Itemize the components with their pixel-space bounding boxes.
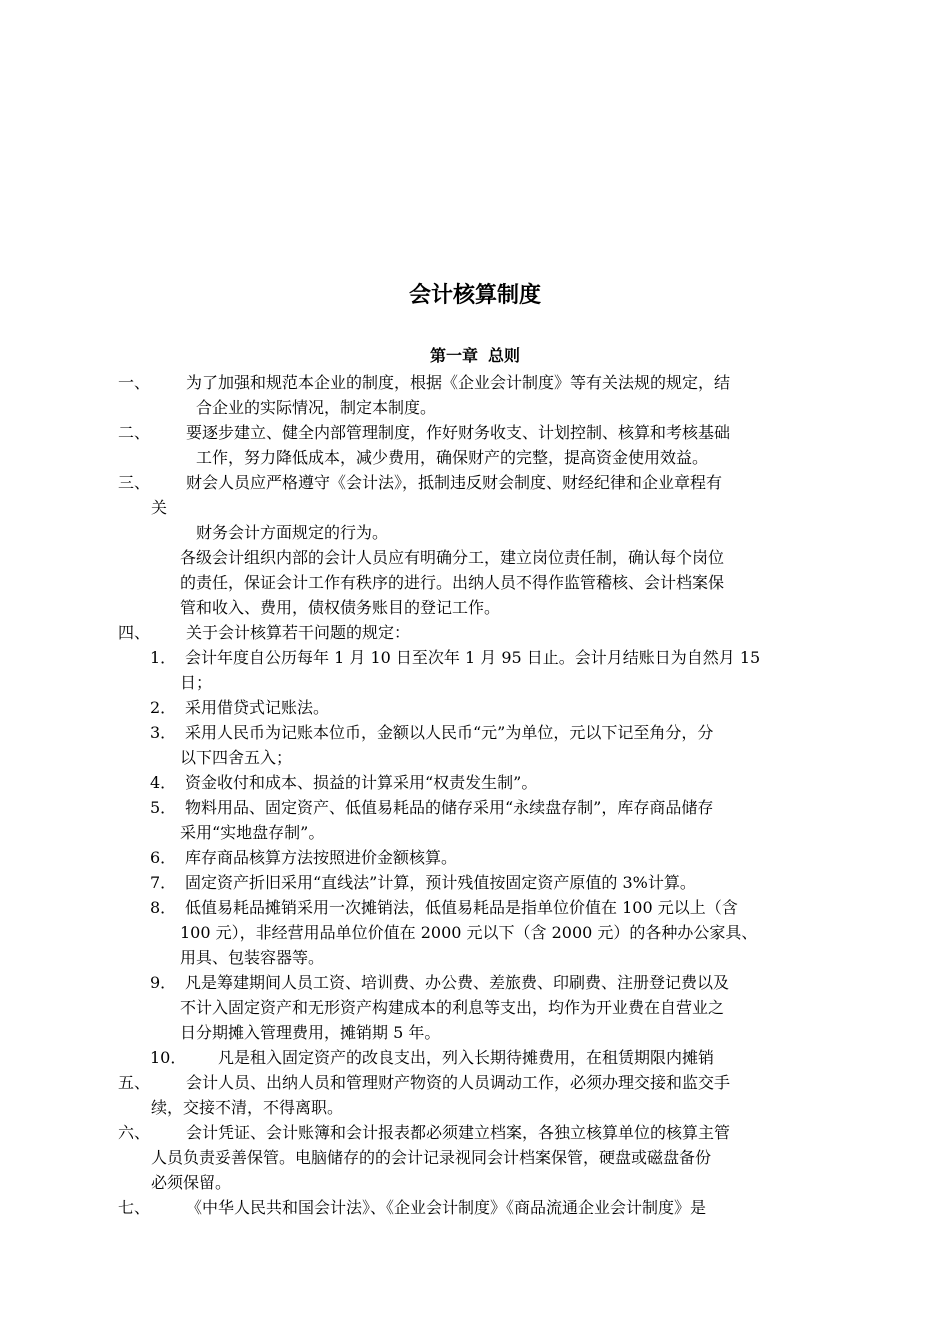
item-line: 低值易耗品摊销采用一次摊销法，低值易耗品是指单位价值在 100 元以上（含 <box>185 898 738 917</box>
paragraph-line: 财务会计方面规定的行为。 <box>196 523 389 542</box>
item-line: 采用借贷式记账法。 <box>185 698 330 717</box>
item-line: 日； <box>180 673 213 692</box>
section-marker: 四、 <box>118 623 151 642</box>
paragraph-line: 各级会计组织内部的会计人员应有明确分工，建立岗位责任制，确认每个岗位 <box>180 548 725 567</box>
paragraph-line: 为了加强和规范本企业的制度，根据《企业会计制度》等有关法规的规定，结 <box>186 373 731 392</box>
paragraph-line: 合企业的实际情况，制定本制度。 <box>196 398 437 417</box>
paragraph-line: 续，交接不清，不得离职。 <box>151 1098 344 1117</box>
paragraph-line: 关 <box>151 498 168 517</box>
item-marker: 4． <box>150 773 177 792</box>
section-marker: 一、 <box>118 373 151 392</box>
section-marker: 五、 <box>118 1073 151 1092</box>
paragraph-line: 的责任，保证会计工作有秩序的进行。出纳人员不得作监管稽核、会计档案保 <box>180 573 725 592</box>
paragraph-line: 要逐步建立、健全内部管理制度，作好财务收支、计划控制、核算和考核基础 <box>186 423 731 442</box>
section-marker: 六、 <box>118 1123 151 1142</box>
chapter-heading <box>0 345 950 367</box>
chapter-number: 第一章 <box>429 346 478 365</box>
paragraph-line: 管和收入、费用，债权债务账目的登记工作。 <box>180 598 501 617</box>
item-line: 100 元），非经营用品单位价值在 2000 元以下（含 2000 元）的各种办公家具、 <box>180 923 758 942</box>
item-marker: 2． <box>150 698 177 717</box>
item-marker: 1． <box>150 648 177 667</box>
item-line: 资金收付和成本、损益的计算采用“权责发生制”。 <box>185 773 538 792</box>
document-title: 会计核算制度 <box>408 283 541 308</box>
paragraph-line: 会计人员、出纳人员和管理财产物资的人员调动工作，必须办理交接和监交手 <box>186 1073 731 1092</box>
paragraph-line: 工作，努力降低成本，减少费用，确保财产的完整，提高资金使用效益。 <box>196 448 709 467</box>
item-line: 不计入固定资产和无形资产构建成本的利息等支出，均作为开业费在自营业之 <box>180 998 725 1017</box>
item-line: 以下四舍五入； <box>180 748 293 767</box>
item-marker: 5． <box>150 798 177 817</box>
item-marker: 9． <box>150 973 177 992</box>
section-marker: 七、 <box>118 1198 151 1217</box>
item-marker: 7． <box>150 873 177 892</box>
paragraph-line: 财会人员应严格遵守《会计法》，抵制违反财会制度、财经纪律和企业章程有 <box>186 473 723 492</box>
section-marker: 二、 <box>118 423 151 442</box>
item-line: 物料用品、固定资产、低值易耗品的储存采用“永续盘存制”，库存商品储存 <box>185 798 714 817</box>
item-line: 库存商品核算方法按照进价金额核算。 <box>185 848 458 867</box>
item-line: 采用“实地盘存制”。 <box>180 823 325 842</box>
paragraph-line: 关于会计核算若干问题的规定： <box>186 623 411 642</box>
item-line: 固定资产折旧采用“直线法”计算，预计残值按固定资产原值的 3%计算。 <box>185 873 696 892</box>
item-marker: 6． <box>150 848 177 867</box>
item-line: 会计年度自公历每年 1 月 10 日至次年 1 月 95 日止。会计月结账日为自然月 15 <box>185 648 761 667</box>
section-marker: 三、 <box>118 473 151 492</box>
paragraph-line: 会计凭证、会计账簿和会计报表都必须建立档案，各独立核算单位的核算主管 <box>186 1123 731 1142</box>
item-line: 采用人民币为记账本位币，金额以人民币“元”为单位，元以下记至角分，分 <box>185 723 714 742</box>
item-marker: 8． <box>150 898 177 917</box>
item-line: 用具、包装容器等。 <box>180 948 325 967</box>
item-line: 凡是租入固定资产的改良支出，列入长期待摊费用，在租赁期限内摊销 <box>218 1048 715 1067</box>
item-marker: 10． <box>150 1048 187 1067</box>
paragraph-line: 《中华人民共和国会计法》、《企业会计制度》《商品流通企业会计制度》是 <box>186 1198 707 1217</box>
paragraph-line: 必须保留。 <box>151 1173 232 1192</box>
item-line: 凡是筹建期间人员工资、培训费、办公费、差旅费、印刷费、注册登记费以及 <box>185 973 730 992</box>
item-marker: 3． <box>150 723 177 742</box>
paragraph-line: 人员负责妥善保管。电脑储存的的会计记录视同会计档案保管，硬盘或磁盘备份 <box>151 1148 712 1167</box>
chapter-name: 总则 <box>488 346 521 365</box>
item-line: 日分期摊入管理费用，摊销期 5 年。 <box>180 1023 441 1042</box>
